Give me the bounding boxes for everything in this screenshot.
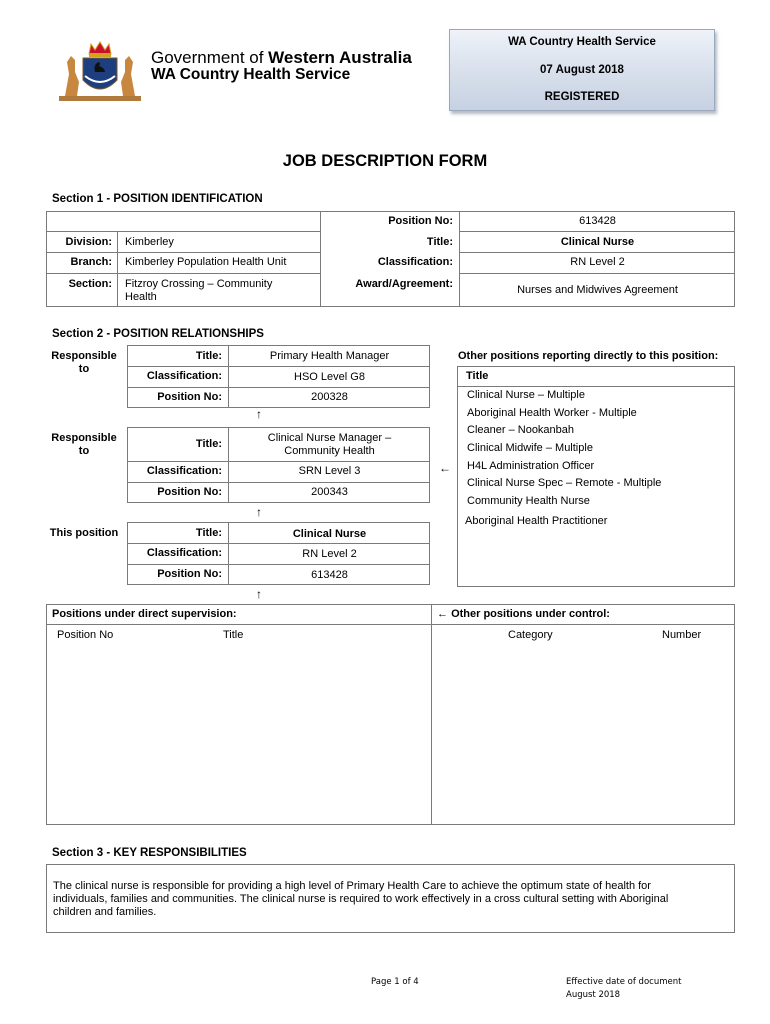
award-label: Award/Agreement:	[355, 278, 453, 290]
other-positions-heading: Other positions reporting directly to this position:	[458, 350, 719, 362]
stamp-org: WA Country Health Service	[508, 36, 656, 48]
box1-position-no-value: 200328	[311, 391, 348, 403]
division-label: Division:	[65, 236, 112, 248]
box2-classification-label: Classification:	[146, 465, 222, 477]
page-number: Page 1 of 4	[371, 977, 419, 987]
title-label: Title:	[426, 236, 453, 248]
responsibilities-line3: children and families.	[53, 906, 157, 918]
section1-heading: Section 1 - POSITION IDENTIFICATION	[52, 193, 263, 205]
box1-classification-label: Classification:	[146, 370, 222, 382]
list-item: Clinical Nurse – Multiple	[467, 389, 585, 401]
box3-position-no-label: Position No:	[157, 568, 222, 580]
position-no-label: Position No:	[388, 215, 453, 227]
control-heading	[437, 608, 610, 620]
stamp-date: 07 August 2018	[540, 64, 624, 76]
service-name: WA Country Health Service	[151, 66, 351, 83]
responsible-to-label-1: Responsible to	[51, 350, 117, 375]
box2-position-no-value: 200343	[311, 486, 348, 498]
box1-title-label: Title:	[195, 350, 222, 362]
branch-label: Branch:	[70, 256, 112, 268]
effective-date-label: Effective date of document	[566, 977, 682, 987]
box3-classification-label: Classification:	[146, 547, 222, 559]
registration-stamp	[449, 29, 715, 111]
effective-date-value: August 2018	[566, 990, 621, 1000]
responsibilities-line1: The clinical nurse is responsible for providing a high level of Primary Health Care to achieve the optimum state of health for	[53, 880, 651, 892]
left-arrow-icon: ←	[439, 461, 451, 475]
other-positions-title-label: Title	[466, 370, 489, 382]
box3-title-value: Clinical Nurse	[292, 528, 367, 540]
supervision-col-position-no: Position No	[57, 629, 114, 641]
box3-position-no-value: 613428	[311, 569, 348, 581]
section3-heading: Section 3 - KEY RESPONSIBILITIES	[52, 847, 247, 859]
form-title: JOB DESCRIPTION FORM	[282, 152, 488, 170]
supervision-col-title: Title	[223, 629, 244, 641]
government-prefix: Government of	[151, 48, 269, 67]
section-label: Section:	[68, 278, 112, 290]
box2-title-line1: Clinical Nurse Manager –	[267, 432, 392, 444]
branch-value: Kimberley Population Health Unit	[125, 256, 287, 268]
section-value-line1: Fitzroy Crossing – Community	[125, 278, 273, 290]
this-position-label: This position	[49, 527, 119, 539]
box2-title-label: Title:	[195, 438, 222, 450]
up-arrow-icon: ↑	[256, 407, 262, 421]
list-item: Aboriginal Health Worker - Multiple	[467, 407, 637, 419]
classification-label: Classification:	[377, 256, 453, 268]
box2-title-line2: Community Health	[284, 445, 375, 457]
government-name	[151, 48, 412, 68]
control-col-number: Number	[662, 629, 702, 641]
award-value: Nurses and Midwives Agreement	[517, 284, 678, 296]
section-value-line2: Health	[125, 291, 157, 303]
classification-value: RN Level 2	[570, 256, 625, 268]
supervision-heading: Positions under direct supervision:	[52, 608, 237, 620]
list-item: Clinical Midwife – Multiple	[467, 442, 593, 454]
government-state: Western Australia	[268, 48, 412, 67]
position-no-value: 613428	[579, 215, 616, 227]
box1-classification-value: HSO Level G8	[294, 371, 365, 383]
stamp-status: REGISTERED	[544, 91, 620, 103]
list-item: Cleaner – Nookanbah	[467, 424, 575, 436]
wa-government-crest-icon	[55, 38, 145, 104]
title-value: Clinical Nurse	[560, 236, 635, 248]
box1-position-no-label: Position No:	[157, 391, 222, 403]
responsible-to-label-2: Responsible to	[51, 432, 117, 457]
box2-position-no-label: Position No:	[157, 486, 222, 498]
up-arrow-icon: ↑	[256, 505, 262, 519]
responsibilities-line2: individuals, families and communities. The clinical nurse is required to work effectively in a cross cultural setting with Aboriginal	[53, 893, 669, 905]
up-arrow-icon: ↑	[256, 587, 262, 601]
list-item: Clinical Nurse Spec – Remote - Multiple	[467, 477, 662, 489]
section2-heading: Section 2 - POSITION RELATIONSHIPS	[52, 328, 264, 340]
box3-classification-value: RN Level 2	[302, 548, 357, 560]
box2-classification-value: SRN Level 3	[298, 465, 361, 477]
box3-title-label: Title:	[195, 527, 222, 539]
list-item: Aboriginal Health Practitioner	[465, 515, 608, 527]
control-heading-text: Other positions under control:	[451, 608, 610, 620]
left-arrow-icon: ←	[437, 608, 448, 620]
control-col-category: Category	[508, 629, 553, 641]
list-item: Community Health Nurse	[467, 495, 590, 507]
division-value: Kimberley	[125, 236, 174, 248]
box1-title-value: Primary Health Manager	[269, 350, 390, 362]
list-item: H4L Administration Officer	[467, 460, 595, 472]
